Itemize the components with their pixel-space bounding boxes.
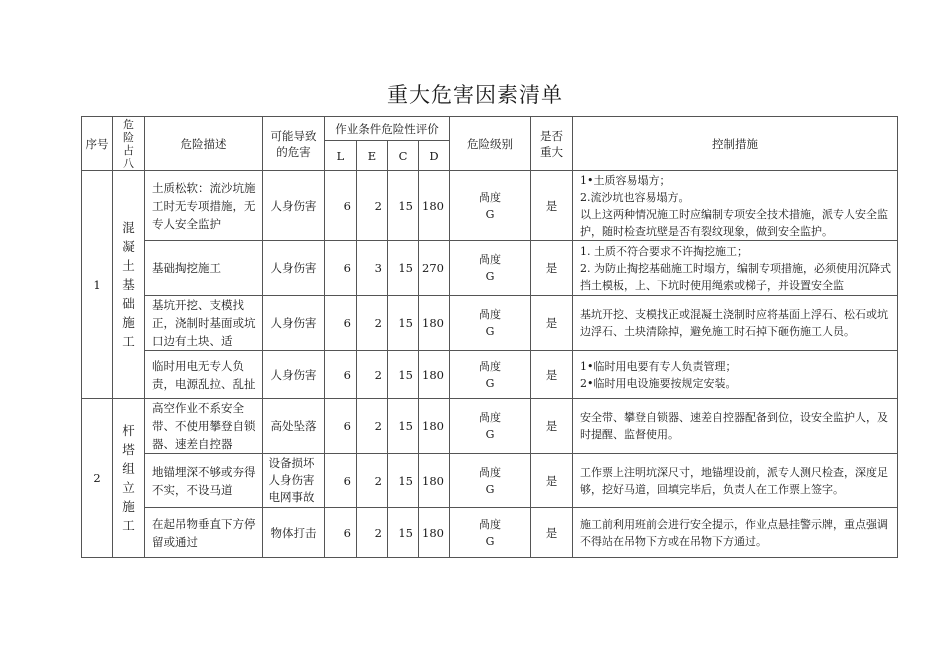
value-C: 15 <box>388 454 419 508</box>
control-line: 1•临时用电要有专人负责管理； <box>580 359 737 373</box>
category-char: 杆 <box>122 423 135 438</box>
control-line: 施工前利用班前会进行安全提示，作业点悬挂警示牌，重点强调不得站在吊物下方或在吊物下方通过。 <box>580 517 888 548</box>
hazard-description: 在起吊物垂直下方停留或通过 <box>145 508 263 558</box>
control-line: 以上这两种情况施工时应编制专项安全技术措施，派专人安全监护，随时检查坑壁是否有裂纹现象，做到安全监护。 <box>580 207 888 238</box>
risk-level-code: G <box>485 428 495 441</box>
table-row <box>82 171 898 241</box>
possible-hazard: 高处坠落 <box>263 399 325 454</box>
value-L: 6 <box>325 399 357 454</box>
possible-hazard: 人身伤害 <box>263 171 325 241</box>
header-row <box>82 117 898 141</box>
table-row <box>82 296 898 351</box>
value-E: 2 <box>357 171 388 241</box>
header-category-text: 危险占八 <box>123 117 134 170</box>
header-control: 控制措施 <box>573 117 898 171</box>
risk-level <box>450 508 531 558</box>
risk-level-code: G <box>485 325 495 338</box>
risk-level <box>450 171 531 241</box>
category-char: 工 <box>122 334 135 349</box>
header-hazard <box>263 117 325 171</box>
header-E: E <box>357 141 388 171</box>
value-L: 6 <box>325 508 357 558</box>
value-E: 2 <box>357 454 388 508</box>
risk-level-code: G <box>485 376 495 390</box>
value-C: 15 <box>388 399 419 454</box>
value-L: 6 <box>325 296 357 351</box>
value-L: 6 <box>325 454 357 508</box>
hazard-description: 高空作业不系安全带、不使用攀登自锁器、速差自控器 <box>145 399 263 454</box>
possible-hazard-text: 设备损坏人身伤害电网事故 <box>268 456 315 504</box>
table-row <box>82 351 898 399</box>
hazard-description: 基础掏挖施工 <box>145 241 263 296</box>
control-line: 2•临时用电设施要按规定安装。 <box>580 376 737 390</box>
value-D: 180 <box>419 454 450 508</box>
value-D: 180 <box>419 351 450 399</box>
value-E: 2 <box>357 296 388 351</box>
risk-level-text: 咼度 <box>479 359 501 373</box>
group-seq: 1 <box>82 171 113 399</box>
value-L: 6 <box>325 171 357 241</box>
control-measures <box>573 351 898 399</box>
group-category <box>113 171 145 399</box>
value-L: 6 <box>325 241 357 296</box>
risk-level <box>450 241 531 296</box>
control-line: 安全带、攀登自锁器、速差自控器配备到位，设安全监护人，及时提醒、监督使用。 <box>580 411 888 441</box>
is-major: 是 <box>531 508 573 558</box>
category-char: 工 <box>122 518 135 533</box>
header-category <box>113 117 145 171</box>
risk-level <box>450 296 531 351</box>
value-D: 180 <box>419 171 450 241</box>
risk-level-text: 咼度 <box>479 465 501 479</box>
control-measures <box>573 508 898 558</box>
is-major: 是 <box>531 241 573 296</box>
group-seq: 2 <box>82 399 113 558</box>
header-D: D <box>419 141 450 171</box>
value-E: 2 <box>357 351 388 399</box>
possible-hazard: 人身伤害 <box>263 351 325 399</box>
risk-level <box>450 351 531 399</box>
category-char: 土 <box>122 258 135 273</box>
is-major: 是 <box>531 171 573 241</box>
control-line: 1. 土质不符合要求不许掏挖施工； <box>580 244 748 258</box>
value-C: 15 <box>388 351 419 399</box>
possible-hazard: 人身伤害 <box>263 296 325 351</box>
header-L: L <box>325 141 357 171</box>
control-measures <box>573 399 898 454</box>
table-row <box>82 454 898 508</box>
header-hazard-text: 可能导致的危害 <box>270 128 317 159</box>
risk-level-code: G <box>485 207 495 221</box>
hazard-description: 基坑开挖、支模找正，浇制时基面或坑口边有土块、适 <box>145 296 263 351</box>
risk-level-text: 咼度 <box>479 308 501 321</box>
value-D: 180 <box>419 508 450 558</box>
possible-hazard: 人身伤害 <box>263 241 325 296</box>
value-E: 2 <box>357 508 388 558</box>
is-major: 是 <box>531 296 573 351</box>
risk-level-text: 咼度 <box>479 253 501 266</box>
hazard-description: 临时用电无专人负责，电源乱拉、乱扯 <box>145 351 263 399</box>
table-row <box>82 508 898 558</box>
category-char: 组 <box>122 461 135 476</box>
hazard-table <box>81 116 898 558</box>
category-char: 立 <box>122 480 135 495</box>
is-major: 是 <box>531 454 573 508</box>
value-C: 15 <box>388 296 419 351</box>
possible-hazard: 物体打击 <box>263 508 325 558</box>
risk-level-text: 咼度 <box>479 190 501 204</box>
is-major: 是 <box>531 399 573 454</box>
header-evaluation: 作业条件危险性评价 <box>325 117 450 141</box>
value-C: 15 <box>388 241 419 296</box>
control-line: 工作票上注明坑深尺寸，地锚埋设前，派专人测尺检查，深度足够，挖好马道，回填完毕后，负责人在工作票上签字。 <box>580 465 888 496</box>
possible-hazard <box>263 454 325 508</box>
category-char: 基 <box>122 277 135 292</box>
risk-level-code: G <box>485 270 495 283</box>
control-measures <box>573 454 898 508</box>
control-measures <box>573 296 898 351</box>
control-line: 2.流沙坑也容易塌方。 <box>580 190 690 204</box>
risk-level-code: G <box>485 534 495 548</box>
header-major <box>531 117 573 171</box>
control-measures <box>573 171 898 241</box>
header-description: 危险描述 <box>145 117 263 171</box>
value-E: 2 <box>357 399 388 454</box>
risk-level-text: 咼度 <box>479 411 501 424</box>
risk-level <box>450 399 531 454</box>
risk-level-text: 咼度 <box>479 517 501 531</box>
table-row <box>82 241 898 296</box>
category-char: 施 <box>122 499 135 514</box>
value-C: 15 <box>388 508 419 558</box>
category-char: 施 <box>122 315 135 330</box>
hazard-description: 土质松软：流沙坑施工时无专项措施，无专人安全监护 <box>145 171 263 241</box>
is-major: 是 <box>531 351 573 399</box>
header-major-text: 是否重大 <box>540 128 563 159</box>
control-line: 1•土质容易塌方； <box>580 173 671 187</box>
value-D: 270 <box>419 241 450 296</box>
category-char: 础 <box>122 296 135 311</box>
value-D: 180 <box>419 296 450 351</box>
category-char: 塔 <box>122 442 135 457</box>
table-row <box>82 399 898 454</box>
page-title: 重大危害因素清单 <box>387 83 563 107</box>
category-char: 凝 <box>122 239 135 254</box>
header-level: 危险级别 <box>450 117 531 171</box>
risk-level <box>450 454 531 508</box>
value-E: 3 <box>357 241 388 296</box>
control-line: 2. 为防止掏挖基础施工时塌方，编制专项措施，必须使用沉降式挡土模板，上、下坑时使用绳索或梯子，并设置安全监 <box>580 261 891 292</box>
hazard-description: 地锚埋深不够或夯得不实，不设马道 <box>145 454 263 508</box>
value-L: 6 <box>325 351 357 399</box>
group-category <box>113 399 145 558</box>
header-C: C <box>388 141 419 171</box>
control-line: 基坑开挖、支模找正或混凝土浇制时应将基面上浮石、松石或坑边浮石、土块清除掉，避免施工时石掉下砸伤施工人员。 <box>580 308 888 338</box>
header-seq: 序号 <box>82 117 113 171</box>
control-measures <box>573 241 898 296</box>
value-D: 180 <box>419 399 450 454</box>
value-C: 15 <box>388 171 419 241</box>
risk-level-code: G <box>485 482 495 496</box>
category-char: 混 <box>122 220 135 235</box>
